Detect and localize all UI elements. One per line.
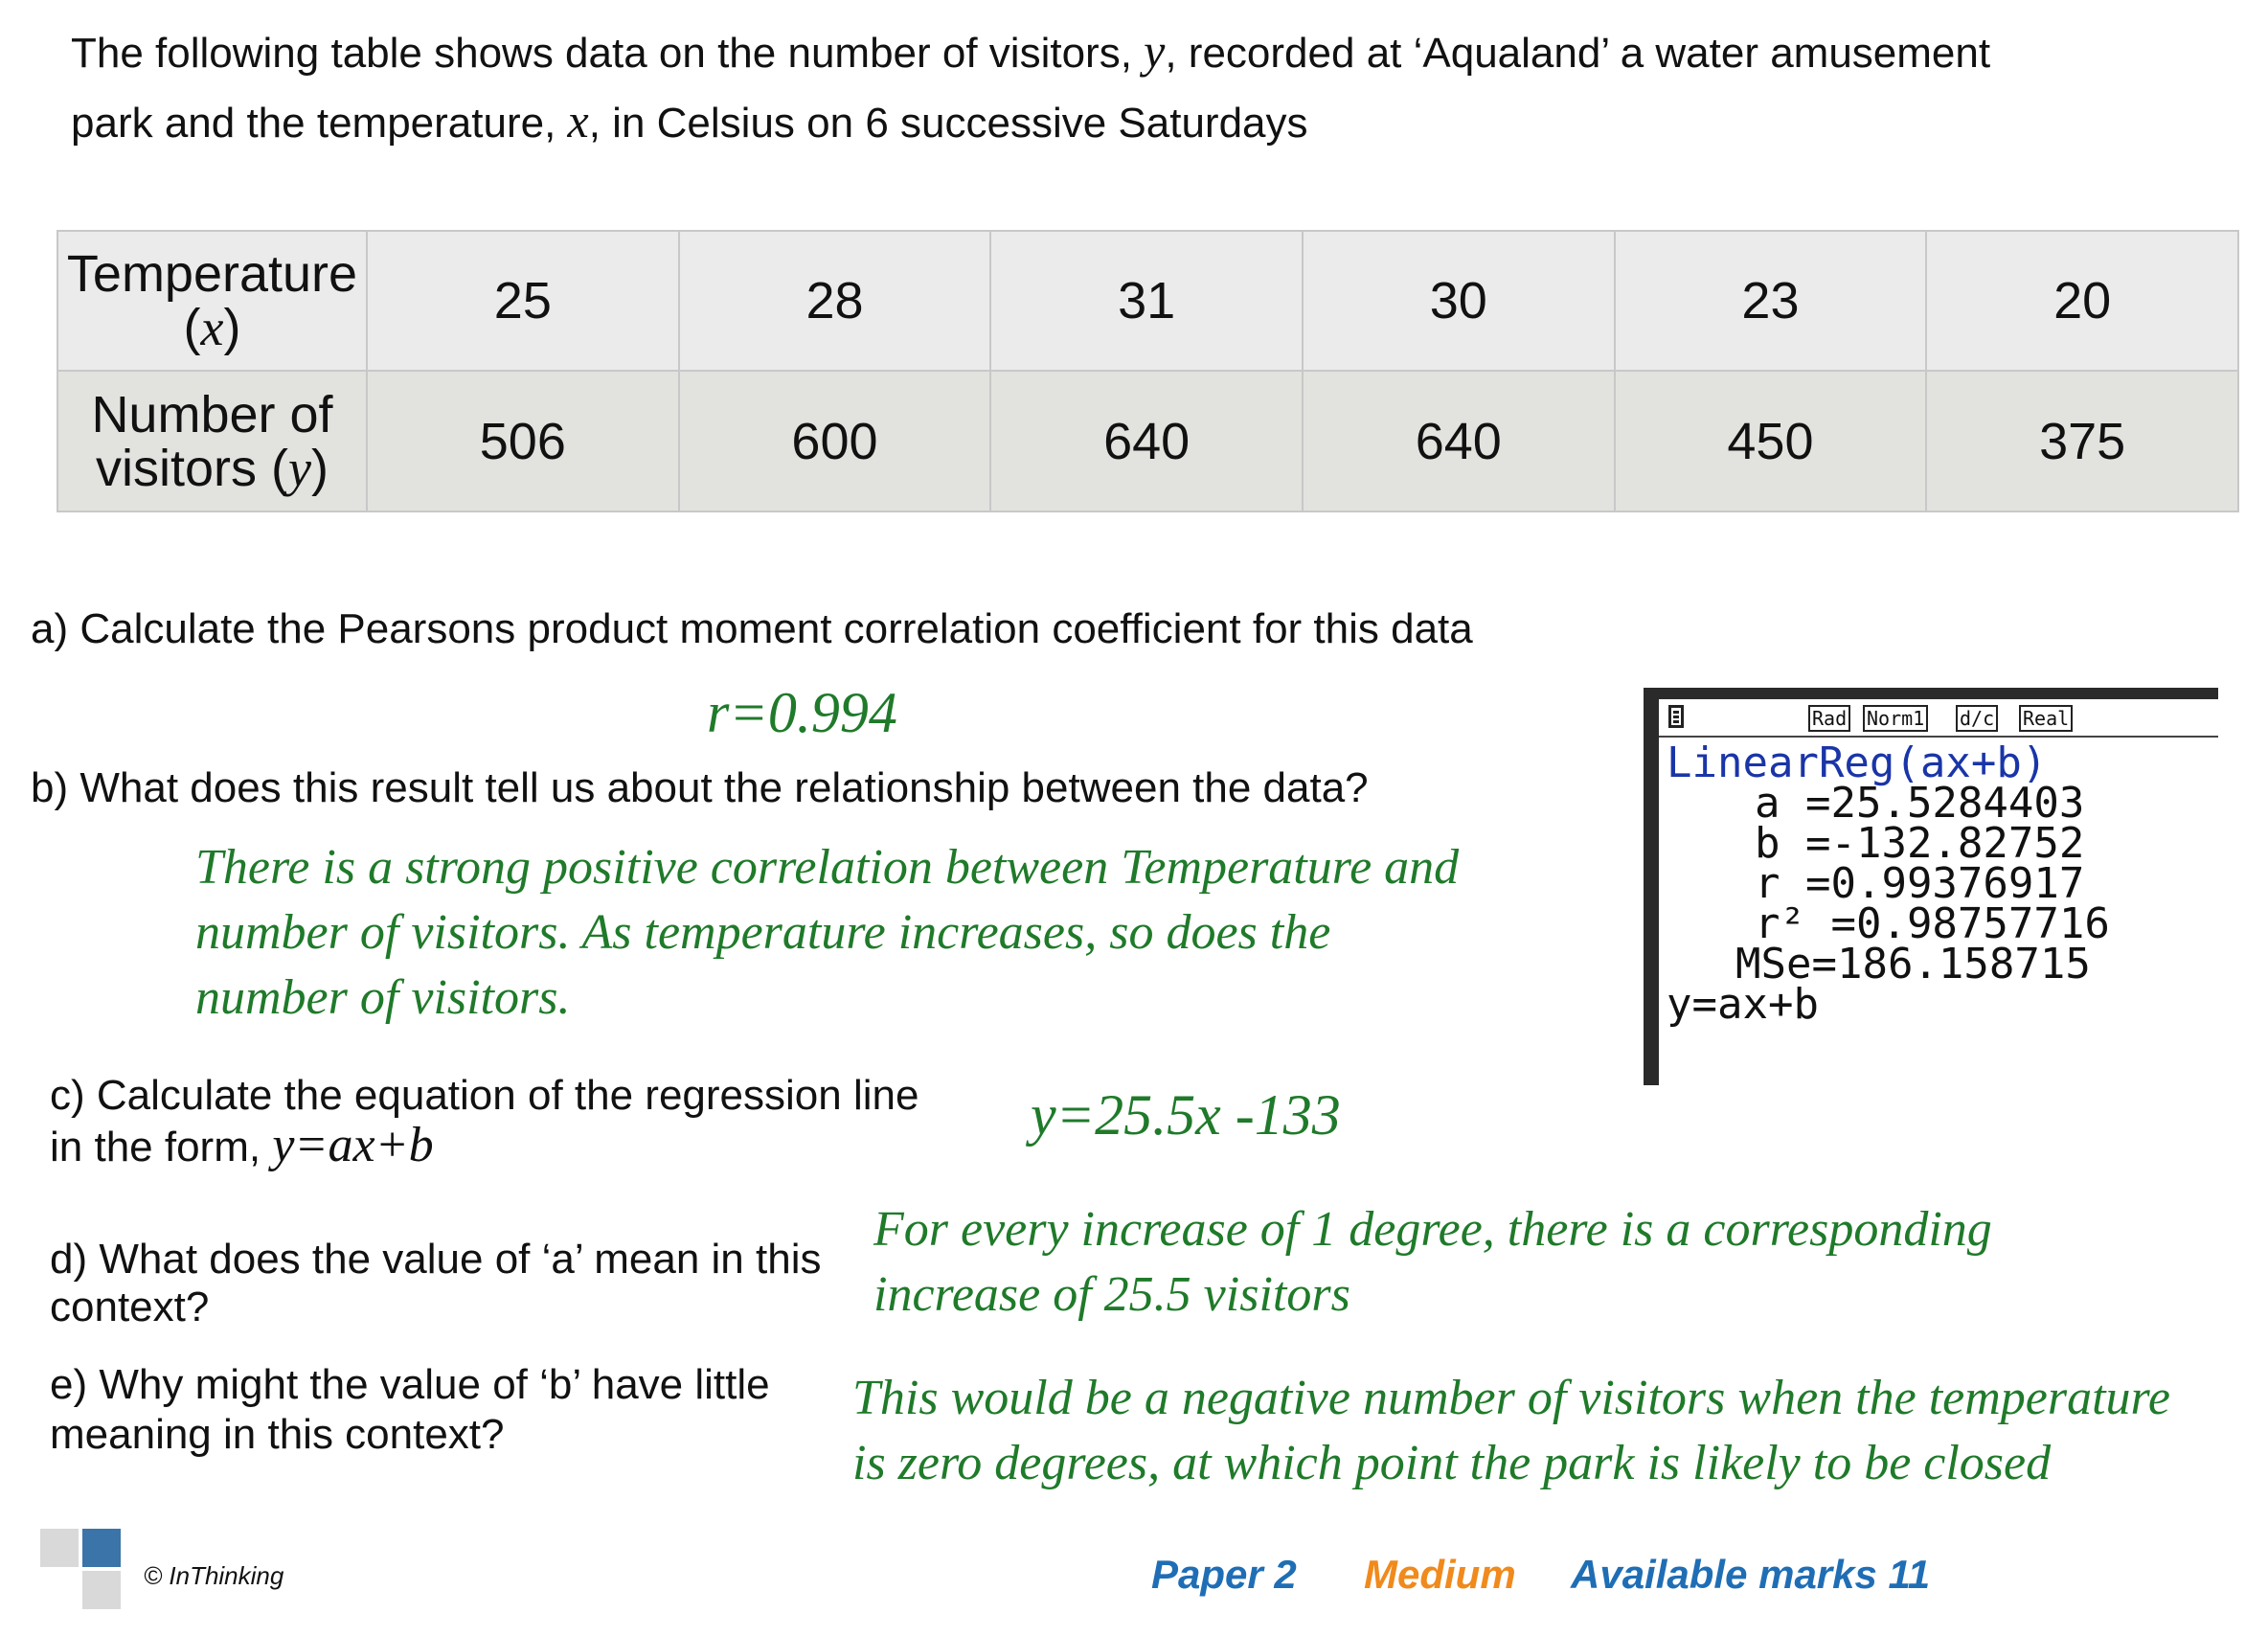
question-d: d) What does the value of ‘a’ mean in this context? xyxy=(50,1236,822,1330)
answer-b: There is a strong positive correlation between Temperature and number of visitors. As temperature increases, so does the number of visitors. xyxy=(195,840,1460,1025)
calculator-r2-value: r² =0.98757716 xyxy=(1755,899,2110,948)
row-header-temperature: Temperature (x) xyxy=(57,231,367,371)
inthinking-logo xyxy=(40,1529,123,1611)
status-norm: Norm1 xyxy=(1863,705,1928,732)
data-table xyxy=(57,230,2239,512)
table-cell: 23 xyxy=(1615,231,1927,371)
marks-label: Available marks 11 xyxy=(1571,1552,1931,1597)
table-cell: 640 xyxy=(1303,371,1615,511)
calculator-title: LinearReg(ax+b) xyxy=(1667,738,2048,787)
table-cell: 640 xyxy=(990,371,1303,511)
calculator-b-value: b =-132.82752 xyxy=(1755,819,2085,868)
status-real: Real xyxy=(2019,705,2073,732)
calculator-a-value: a =25.5284403 xyxy=(1755,779,2085,828)
question-e: e) Why might the value of ‘b’ have little meaning in this context? xyxy=(50,1361,770,1458)
row-header-visitors: Number of visitors (y) xyxy=(57,371,367,511)
intro-text xyxy=(71,17,2178,157)
question-a: a) Calculate the Pearsons product moment correlation coefficient for this data xyxy=(31,605,1473,652)
copyright-text: © InThinking xyxy=(144,1561,284,1590)
table-cell: 30 xyxy=(1303,231,1615,371)
table-cell: 506 xyxy=(367,371,679,511)
table-cell: 25 xyxy=(367,231,679,371)
answer-e: This would be a negative number of visitors when the temperature is zero degrees, at which point the park is likely to be closed xyxy=(852,1371,2170,1490)
table-row-temperature xyxy=(57,231,2238,371)
status-dc: d/c xyxy=(1956,705,1998,732)
calculator-mse-value: MSe=186.158715 xyxy=(1735,940,2091,988)
table-cell: 375 xyxy=(1926,371,2238,511)
calculator-r-value: r =0.99376917 xyxy=(1755,859,2085,908)
battery-icon xyxy=(1668,705,1684,728)
calculator-status-bar xyxy=(1659,699,2218,738)
status-rad: Rad xyxy=(1808,705,1850,732)
calculator-screen xyxy=(1644,688,2218,1085)
answer-a: r=0.994 xyxy=(707,681,897,744)
table-cell: 20 xyxy=(1926,231,2238,371)
table-cell: 28 xyxy=(679,231,991,371)
question-b: b) What does this result tell us about the relationship between the data? xyxy=(31,764,1369,811)
table-cell: 450 xyxy=(1615,371,1927,511)
table-cell: 600 xyxy=(679,371,991,511)
intro-line-1: The following table shows data on the number of visitors, y, recorded at ‘Aqualand’ a water amusement xyxy=(71,24,1991,78)
intro-line-2: park and the temperature, x, in Celsius on 6 successive Saturdays xyxy=(71,94,1308,148)
calculator-form: y=ax+b xyxy=(1667,980,1819,1029)
answer-c: y=25.5x -133 xyxy=(1031,1083,1341,1147)
table-cell: 31 xyxy=(990,231,1303,371)
difficulty-label: Medium xyxy=(1364,1552,1516,1597)
answer-d: For every increase of 1 degree, there is a corresponding increase of 25.5 visitors xyxy=(873,1202,1992,1322)
paper-label: Paper 2 xyxy=(1151,1552,1297,1597)
table-row-visitors xyxy=(57,371,2238,511)
question-c: c) Calculate the equation of the regression line in the form, y=ax+b xyxy=(50,1072,919,1172)
